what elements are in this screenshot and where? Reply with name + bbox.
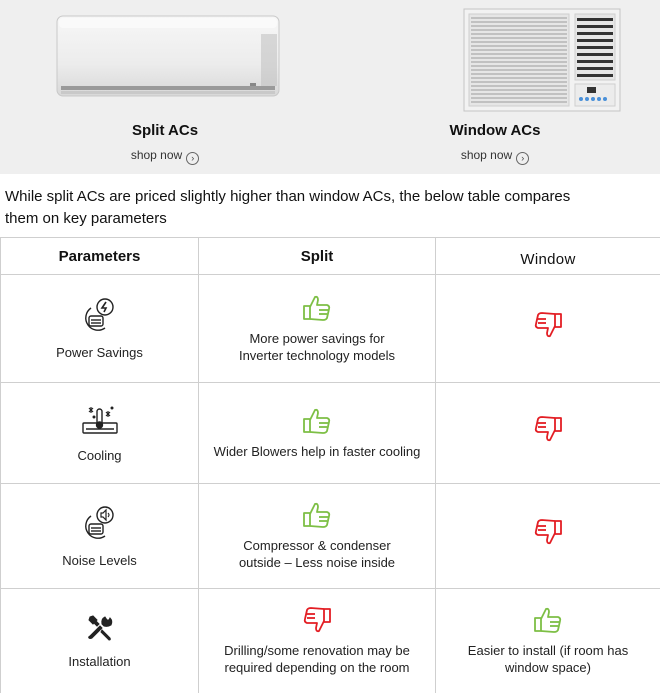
chevron-right-icon[interactable]: › [516,152,529,165]
window-ac-image[interactable] [463,8,621,112]
table-row-split [198,483,435,588]
window-ac-title[interactable]: Window ACs [449,122,541,139]
header-split: Split [198,237,435,274]
table-row-parameter [0,274,198,382]
cooling-icon [80,403,120,437]
window-ac-tile[interactable] [330,0,660,174]
thumbs-down-icon [533,518,563,546]
header-window: Window [435,237,660,274]
tools-icon [85,613,115,643]
table-row-parameter [0,382,198,483]
table-row-split [198,382,435,483]
split-description: More power savings for Inverter technology models [238,330,396,363]
table-row-parameter [0,588,198,693]
split-shop-now-link[interactable]: shop now › [0,148,330,165]
thumbs-down-icon [302,606,332,634]
power-savings-icon [83,296,117,334]
table-row-window [435,274,660,382]
noise-levels-icon [83,504,117,542]
split-description: Wider Blowers help in faster cooling [213,443,421,459]
table-row-window [435,382,660,483]
thumbs-up-icon [302,501,332,529]
split-ac-tile[interactable] [0,0,330,174]
thumbs-up-icon [302,407,332,435]
chevron-right-icon[interactable]: › [186,152,199,165]
intro-text: While split ACs are priced slightly higher than window ACs, the below table compares them on key parameters [5,188,571,227]
thumbs-down-icon [533,311,563,339]
thumbs-down-icon [533,415,563,443]
header-parameters: Parameters [0,237,198,274]
split-description: Compressor & condenser outside – Less noise inside [238,538,396,570]
parameter-label: Power Savings [56,345,143,360]
parameter-label: Noise Levels [62,552,137,568]
window-shop-now-link[interactable]: shop now › [330,148,660,165]
split-ac-title[interactable]: Split ACs [131,122,199,139]
split-description: Drilling/some renovation may be required depending on the room [224,643,410,675]
table-row-split [198,274,435,382]
split-ac-image[interactable] [55,14,281,100]
thumbs-up-icon [533,606,563,634]
thumbs-up-icon [302,294,332,322]
comparison-table [0,237,660,693]
table-row-window [435,588,660,693]
parameter-label: Cooling [77,447,122,463]
parameter-label: Installation [68,653,131,669]
table-row-window [435,483,660,588]
product-banner [0,0,660,174]
window-description: Easier to install (if room has window space) [467,643,629,675]
table-row-parameter [0,483,198,588]
table-row-split [198,588,435,693]
